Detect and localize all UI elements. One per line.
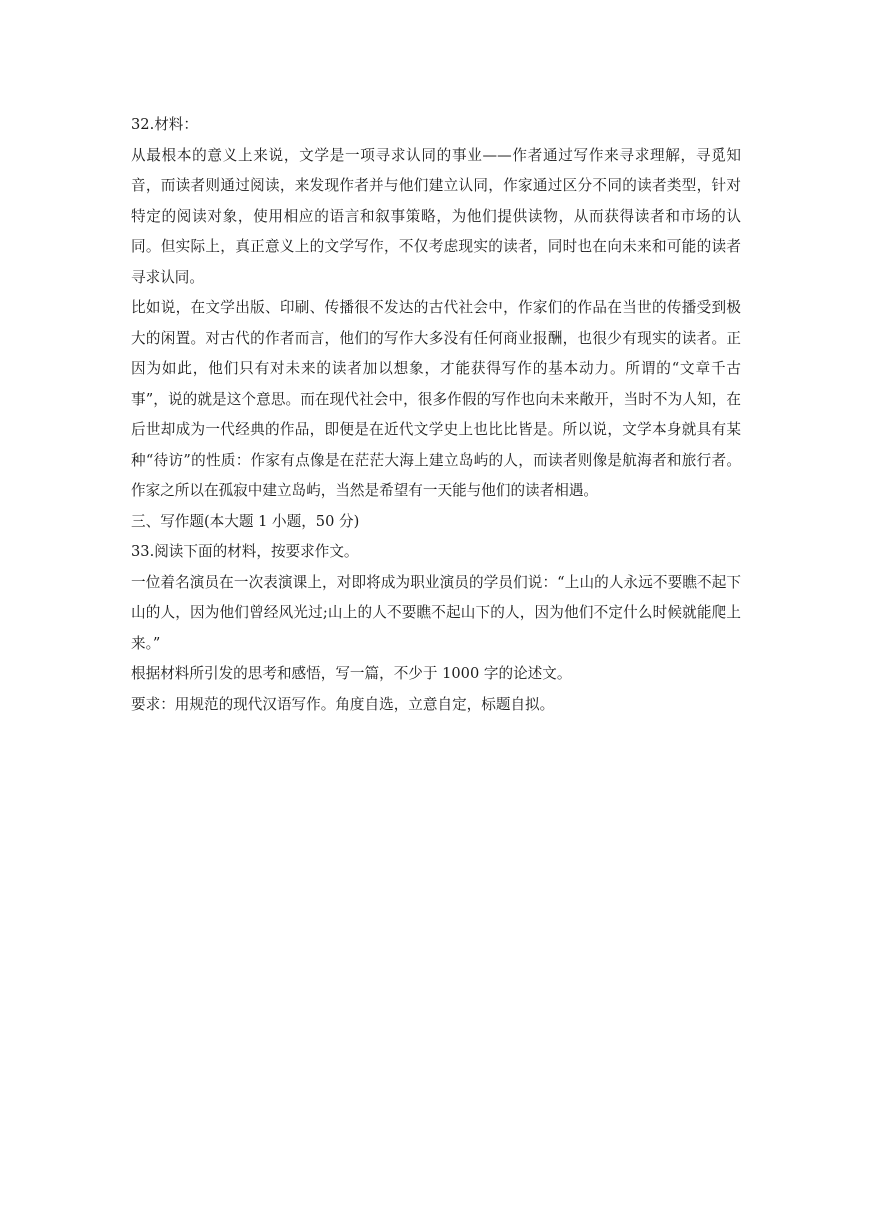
q33-requirement: 要求：用规范的现代汉语写作。角度自选，立意自定，标题自拟。 bbox=[131, 695, 555, 713]
q33-instruction: 根据材料所引发的思考和感悟，写一篇，不少于 1000 字的论述文。 bbox=[131, 665, 572, 682]
q32-paragraph-2: 比如说，在文学出版、印刷、传播很不发达的古代社会中，作家们的作品在当世的传播受到极大的闲置。对古代的作者而言，他们的写作大多没有任何商业报酬，也很少有现实的读者。正因为如此，他们只有对未来的读者加以想象，才能获得写作的基本动力。所谓的“文章千古事”，说的就是这个意思。而在现代社会中，很多作假的写作也向未来敞开，当时不为人知，在后世却成为一代经典的作品，即便是在近代文学史上也比比皆是。所以说，文学本身就具有某种“待访”的性质：作家有点像是在茫茫大海上建立岛屿的人，而读者则像是航海者和旅行者。作家之所以在孤寂中建立岛屿，当然是希望有一天能与他们的读者相遇。 bbox=[131, 299, 741, 499]
q33-material: 一位着名演员在一次表演课上，对即将成为职业演员的学员们说：“上山的人永远不要瞧不起下山的人，因为他们曾经风光过;山上的人不要瞧不起山下的人，因为他们不定什么时候就能爬上来。” bbox=[131, 573, 741, 652]
q32-heading: 32.材料： bbox=[131, 116, 198, 133]
q32-paragraph-1: 从最根本的意义上来说，文学是一项寻求认同的事业——作者通过写作来寻求理解，寻觅知音，而读者则通过阅读，来发现作者并与他们建立认同，作家通过区分不同的读者类型，针对特定的阅读对象，使用相应的语言和叙事策略，为他们提供读物，从而获得读者和市场的认同。但实际上，真正意义上的文学写作，不仅考虑现实的读者，同时也在向未来和可能的读者寻求认同。 bbox=[131, 146, 741, 286]
document-body bbox=[131, 110, 741, 720]
section-3-heading: 三、写作题(本大题 1 小题，50 分) bbox=[131, 512, 360, 530]
q33-heading: 33.阅读下面的材料，按要求作文。 bbox=[131, 543, 359, 560]
